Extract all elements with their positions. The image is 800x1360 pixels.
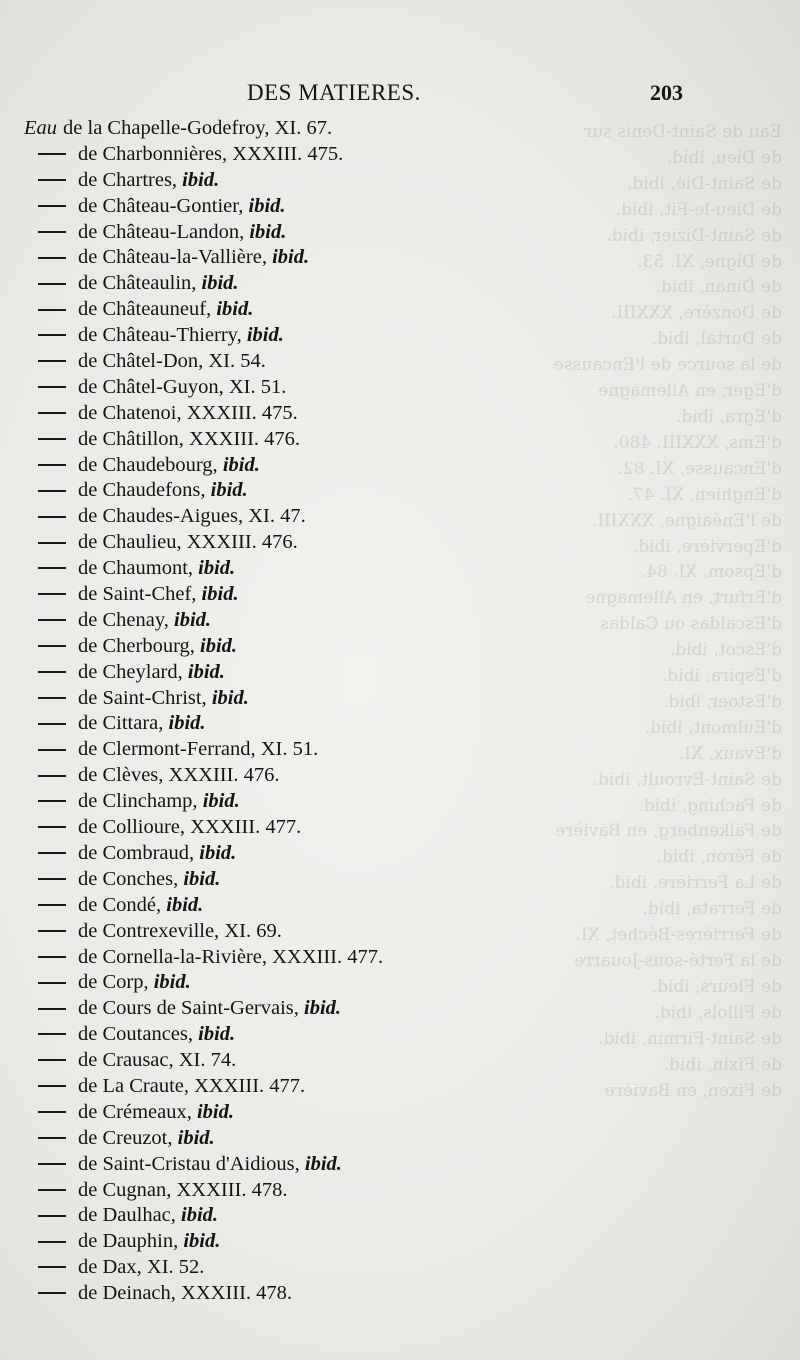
ditto-dash xyxy=(38,982,66,984)
index-entry xyxy=(24,1281,504,1307)
entry-name: de Daulhac, xyxy=(78,1204,182,1227)
entry-name: de Château-Landon, xyxy=(78,220,250,243)
entry-name: de Chaumont, xyxy=(78,557,199,580)
ditto-dash xyxy=(38,205,66,207)
index-entry xyxy=(24,142,504,168)
entry-name: de Clèves, xyxy=(78,764,169,787)
entry-name: de Châteaulin, xyxy=(78,272,202,295)
index-entry xyxy=(24,686,504,712)
entry-name: de Crémeaux, xyxy=(78,1100,197,1123)
ditto-dash xyxy=(38,283,66,285)
ditto-dash xyxy=(38,1033,66,1035)
entry-reference: ibid. xyxy=(211,686,249,709)
entry-reference: ibid. xyxy=(182,168,220,191)
index-entry xyxy=(24,841,504,867)
entry-reference: XXXIII. 478. xyxy=(176,1178,288,1201)
ditto-dash xyxy=(38,360,66,362)
ditto-dash xyxy=(38,490,66,492)
ditto-dash xyxy=(38,1215,66,1217)
page-title: DES MATIERES. xyxy=(247,80,421,105)
entry-reference: XXXIII. 477. xyxy=(190,816,302,839)
entry-reference: XI. 67. xyxy=(274,117,333,139)
ditto-dash xyxy=(38,878,66,880)
ditto-dash xyxy=(38,1241,66,1243)
entry-reference: XXXIII. 477. xyxy=(272,945,384,968)
ditto-dash xyxy=(38,153,66,155)
index-entry xyxy=(24,1022,504,1048)
ditto-dash xyxy=(38,619,66,621)
entry-name: de Chaudes-Aigues, xyxy=(78,505,249,528)
index-entry xyxy=(24,763,504,789)
ditto-dash xyxy=(38,749,66,751)
ditto-dash xyxy=(38,1059,66,1061)
entry-reference: ibid. xyxy=(248,194,286,217)
ditto-dash xyxy=(38,1189,66,1191)
entry-name: de Cours de Saint-Gervais, xyxy=(78,997,305,1020)
index-entry xyxy=(24,1152,504,1178)
entry-name: de Dauphin, xyxy=(78,1230,184,1253)
entry-name: de Coutances, xyxy=(78,1023,199,1046)
entry-reference: ibid. xyxy=(246,324,284,347)
index-entry xyxy=(24,1126,504,1152)
entry-name: de Château-la-Vallière, xyxy=(78,246,273,269)
index-entry xyxy=(24,867,504,893)
bleed-through-text: Eau de Saint-Denis sur de Dieu, ibid. de Saint-Dié, ibid. de Dieu-le-Fit, ibid. de Saint-Dizier, ibid. de Digne, XI. 53. de Dinan, ibid. de Donzère, XXXIII. de Durtal, ibid. de la source de l'Encausse d'Eger, en Allemagne d'Egra, ibid. d'Ems, XXXIII. 480. d'Encausse, XI. 82. d'Enghien, XI. 47. de l'Enéaigne, XXXIII. d'Epervière, ibid. d'Epsom, XI. 84. d'Erfurt, en Allemagne d'Escaldas ou Caldas d'Escot, ibid. d'Espira, ibid. d'Estoer, ibid. d'Eulmont, ibid. d'Evaux, XI. de Saint-Evroult, ibid. de Faching, ibid. de Falkenberg, en Bavière de Féron, ibid. de La Ferrière, ibid. de Ferrata, ibid. de Ferrières-Béchet, XI. de la Ferté-sous-Jouarre de Fleurs, ibid. de Fillols, ibid. de Saint-Firmin, ibid. de Fixin, ibid. de Fixen, en Bavière xyxy=(553,122,782,1101)
index-entry xyxy=(24,996,504,1022)
index-entry xyxy=(24,919,504,945)
ditto-dash xyxy=(38,723,66,725)
index-entry xyxy=(24,168,504,194)
ditto-dash xyxy=(38,671,66,673)
ditto-dash xyxy=(38,956,66,958)
index-entry xyxy=(24,737,504,763)
ditto-dash xyxy=(38,852,66,854)
entry-reference: XI. 51. xyxy=(228,375,287,398)
entry-reference: ibid. xyxy=(177,1126,215,1149)
index-entry xyxy=(24,271,504,297)
entry-reference: ibid. xyxy=(200,634,238,657)
entry-reference: ibid. xyxy=(174,608,212,631)
index-entry xyxy=(24,194,504,220)
entry-reference: XI. 54. xyxy=(208,350,266,373)
ditto-dash xyxy=(38,1292,66,1294)
index-entry xyxy=(24,375,504,401)
entry-reference: ibid. xyxy=(198,557,236,580)
page-number: 203 xyxy=(650,80,683,105)
entry-name: de Chartres, xyxy=(78,168,183,191)
entry-reference: ibid. xyxy=(199,841,237,864)
entry-reference: ibid. xyxy=(181,1204,219,1227)
ditto-dash xyxy=(38,1085,66,1087)
entry-name: de la Chapelle-Godefroy, xyxy=(63,117,275,139)
entry-name: de Creuzot, xyxy=(78,1126,178,1149)
entry-name: de Cornella-la-Rivière, xyxy=(78,945,273,968)
entry-reference: XI. 69. xyxy=(224,919,282,942)
ditto-dash xyxy=(38,567,66,569)
entry-reference: ibid. xyxy=(183,867,221,890)
ditto-dash xyxy=(38,1111,66,1113)
entry-reference: ibid. xyxy=(201,272,239,295)
entry-reference: ibid. xyxy=(201,583,239,606)
ditto-dash xyxy=(38,930,66,932)
entry-reference: ibid. xyxy=(222,453,260,476)
entry-reference: XI. 74. xyxy=(178,1049,237,1072)
entry-reference: ibid. xyxy=(249,220,287,243)
ditto-dash xyxy=(38,334,66,336)
index-entry xyxy=(24,401,504,427)
index-entry xyxy=(24,1074,504,1100)
index-entry xyxy=(24,1178,504,1204)
entry-reference: XXXIII. 476. xyxy=(189,427,301,450)
entry-name: de Château-Thierry, xyxy=(78,324,247,347)
index-entry xyxy=(24,815,504,841)
entry-reference: XXXIII. 476. xyxy=(186,531,298,554)
ditto-dash xyxy=(38,438,66,440)
entry-reference: ibid. xyxy=(168,712,206,735)
ditto-dash xyxy=(38,1163,66,1165)
entry-name: de Crausac, xyxy=(78,1049,179,1072)
entry-reference: ibid. xyxy=(304,997,342,1020)
entry-name: de Deinach, xyxy=(78,1282,182,1305)
index-entry xyxy=(24,427,504,453)
entry-name: de Château-Gontier, xyxy=(78,194,249,217)
entry-name: de Clermont-Ferrand, xyxy=(78,738,261,761)
running-header xyxy=(0,78,800,112)
index-entry xyxy=(24,660,504,686)
entry-name: de Chaudefons, xyxy=(78,479,211,502)
index-entry xyxy=(24,323,504,349)
index-entry xyxy=(24,634,504,660)
index-entry xyxy=(24,970,504,996)
ditto-dash xyxy=(38,464,66,466)
entry-name: de Cheylard, xyxy=(78,660,188,683)
index-entry xyxy=(24,608,504,634)
ditto-dash xyxy=(38,1266,66,1268)
entry-name: de Chaulieu, xyxy=(78,531,187,554)
ditto-dash xyxy=(38,1008,66,1010)
entry-name: de Clinchamp, xyxy=(78,790,203,813)
ditto-dash xyxy=(38,1137,66,1139)
ditto-dash xyxy=(38,826,66,828)
ditto-dash xyxy=(38,593,66,595)
index-entry xyxy=(24,504,504,530)
index-entry xyxy=(24,1229,504,1255)
entry-name: de Collioure, xyxy=(78,816,191,839)
index-entry xyxy=(24,1048,504,1074)
entry-name: de Dax, xyxy=(78,1256,147,1279)
ditto-dash xyxy=(38,645,66,647)
ditto-dash xyxy=(38,697,66,699)
ditto-dash xyxy=(38,412,66,414)
entry-reference: ibid. xyxy=(210,479,248,502)
index-entries-list xyxy=(24,116,504,1307)
index-entry xyxy=(24,478,504,504)
index-entry xyxy=(24,116,504,142)
ditto-dash xyxy=(38,231,66,233)
entry-name: de Saint-Christ, xyxy=(78,686,212,709)
ditto-dash xyxy=(38,542,66,544)
index-entry xyxy=(24,1100,504,1126)
ditto-dash xyxy=(38,179,66,181)
index-entry xyxy=(24,220,504,246)
entry-reference: XI. 47. xyxy=(248,505,306,528)
entry-name: de Chaudebourg, xyxy=(78,453,223,476)
index-entry xyxy=(24,1203,504,1229)
entry-reference: ibid. xyxy=(196,1100,234,1123)
entry-name: de Contrexeville, xyxy=(78,919,225,942)
ditto-dash xyxy=(38,516,66,518)
index-entry xyxy=(24,893,504,919)
entry-name: de Corp, xyxy=(78,971,154,994)
entry-reference: ibid. xyxy=(166,893,204,916)
entry-reference: ibid. xyxy=(183,1230,221,1253)
entry-name: de Conches, xyxy=(78,867,184,890)
entry-reference: XI. 52. xyxy=(146,1256,205,1279)
index-entry xyxy=(24,582,504,608)
entry-name: de Châtel-Guyon, xyxy=(78,375,229,398)
entry-name: de La Craute, xyxy=(78,1074,195,1097)
entry-lead-word: Eau xyxy=(24,117,58,139)
entry-name: de Chenay, xyxy=(78,608,175,631)
entry-name: de Chatenoi, xyxy=(78,401,187,424)
entry-name: de Cugnan, xyxy=(78,1178,177,1201)
index-entry xyxy=(24,789,504,815)
entry-reference: XI. 51. xyxy=(260,738,319,761)
entry-reference: ibid. xyxy=(198,1023,236,1046)
entry-reference: ibid. xyxy=(304,1152,342,1175)
index-entry xyxy=(24,453,504,479)
entry-name: de Charbonnières, xyxy=(78,142,233,165)
index-entry xyxy=(24,245,504,271)
entry-reference: ibid. xyxy=(153,971,191,994)
index-entry xyxy=(24,530,504,556)
entry-name: de Saint-Cristau d'Aidious, xyxy=(78,1152,305,1175)
index-entry xyxy=(24,711,504,737)
entry-reference: ibid. xyxy=(216,298,254,321)
entry-name: de Combraud, xyxy=(78,841,200,864)
entry-name: de Châteauneuf, xyxy=(78,298,217,321)
entry-name: de Saint-Chef, xyxy=(78,583,202,606)
ditto-dash xyxy=(38,309,66,311)
entry-reference: XXXIII. 475. xyxy=(232,142,344,165)
entry-name: de Cherbourg, xyxy=(78,634,201,657)
index-entry xyxy=(24,945,504,971)
entry-reference: XXXIII. 475. xyxy=(186,401,298,424)
entry-name: de Cittara, xyxy=(78,712,169,735)
index-entry xyxy=(24,297,504,323)
entry-reference: ibid. xyxy=(187,660,225,683)
index-entry xyxy=(24,349,504,375)
entry-name: de Châtel-Don, xyxy=(78,350,209,373)
entry-reference: ibid. xyxy=(272,246,310,269)
ditto-dash xyxy=(38,800,66,802)
index-entry xyxy=(24,1255,504,1281)
entry-reference: XXXIII. 478. xyxy=(181,1282,293,1305)
ditto-dash xyxy=(38,386,66,388)
index-entry xyxy=(24,556,504,582)
ditto-dash xyxy=(38,775,66,777)
ditto-dash xyxy=(38,257,66,259)
entry-name: de Châtillon, xyxy=(78,427,190,450)
entry-reference: ibid. xyxy=(202,790,240,813)
ditto-dash xyxy=(38,904,66,906)
entry-name: de Condé, xyxy=(78,893,167,916)
entry-reference: XXXIII. 476. xyxy=(168,764,280,787)
entry-reference: XXXIII. 477. xyxy=(194,1074,306,1097)
